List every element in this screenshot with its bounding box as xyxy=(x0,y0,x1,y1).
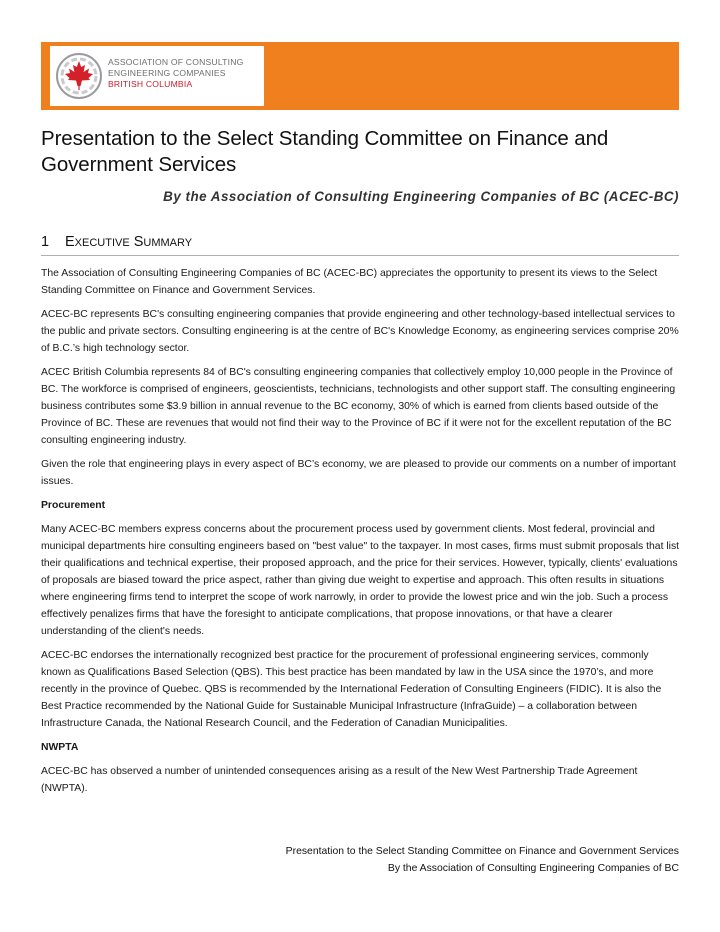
maple-leaf-logo-icon xyxy=(55,52,103,100)
header-banner xyxy=(41,42,679,110)
document-title xyxy=(41,126,691,178)
section-title-initial-e: E xyxy=(65,234,75,250)
footer-line-2: By the Association of Consulting Engineering Companies of BC xyxy=(387,863,679,874)
heading-nwpta: NWPTA xyxy=(41,742,79,753)
section-number: 1 xyxy=(41,234,50,250)
document-title-line-2: Government Services xyxy=(41,153,237,176)
page-footer xyxy=(41,843,679,877)
document-body xyxy=(41,265,681,804)
paragraph-role: Given the role that engineering plays in every aspect of BC’s economy, we are pleased to provide our comments on a number of important issues. xyxy=(41,459,676,487)
paragraph-intro: The Association of Consulting Engineering Companies of BC (ACEC-BC) appreciates the opportunity to present its views to the Select Standing Committee on Finance and Government Services. xyxy=(41,268,658,296)
paragraph-representation: ACEC-BC represents BC's consulting engineering companies that provide engineering and other technology-based intellectual services to the public and private sectors. Consulting engineering is at the centre of BC's Knowledge Economy, as engineering services comprise 20% of B.C.’s high technology sector. xyxy=(41,309,679,354)
section-heading xyxy=(41,234,679,256)
paragraph-procurement-1: Many ACEC-BC members express concerns about the procurement process used by government clients. Most federal, provincial and municipal departments hire consulting engineers based on "best value" to the taxpayer. In most cases, firms must submit proposals that list their qualifications and technical expertise, their proposed approach, and the price for their services. However, typically, clients' evaluations of proposals are biased toward the price aspect, rather than giving due weight to expertise and approach. This often results in situations where engineering firms tend to interpret the scope of work narrowly, in order to provide the lowest price and win the job. Such a process effectively penalizes firms that have the foresight to anticipate complications, that propose innovations, or that have a clearer understanding of the client's needs. xyxy=(41,524,680,637)
document-title-line-1: Presentation to the Select Standing Committee on Finance and xyxy=(41,127,609,150)
section-title-rest-e: XECUTIVE xyxy=(74,237,130,249)
footer-line-1: Presentation to the Select Standing Committee on Finance and Government Services xyxy=(285,846,679,857)
document-subtitle: By the Association of Consulting Engineering Companies of BC (ACEC-BC) xyxy=(163,189,679,204)
section-title-initial-s: S xyxy=(133,234,144,250)
paragraph-workforce: ACEC British Columbia represents 84 of BC's consulting engineering companies that collectively employ 10,000 people in the Province of BC. The workforce is comprised of engineers, geoscientists, technicians, technologists and other support staff. The consulting engineering business contributes some $3.9 billion in annual revenue to the BC economy, 30% of which is earned from clients based outside of the Province of BC. These are revenues that would not find their way to the Province of BC if it were not for the excellent reputation of the BC consulting engineering industry. xyxy=(41,367,676,446)
paragraph-procurement-2: ACEC-BC endorses the internationally recognized best practice for the procurement of professional engineering services, commonly known as Qualifications Based Selection (QBS). This best practice has been mandated by law in the USA since the 1970’s, and more recently in the province of Quebec. QBS is recommended by the International Federation of Consulting Engineers (FIDIC). It is also the Best Practice recommended by the National Guide for Sustainable Municipal Infrastructure (InfraGuide) – a collaboration between Infrastructure Canada, the National Research Council, and the Federation of Canadian Municipalities. xyxy=(41,650,662,729)
logo-line-3: BRITISH COLUMBIA xyxy=(108,79,193,89)
paragraph-nwpta: ACEC-BC has observed a number of unintended consequences arising as a result of the New West Partnership Trade Agreement (NWPTA). xyxy=(41,766,638,794)
acec-bc-logo xyxy=(50,46,264,106)
section-title-rest-s: UMMARY xyxy=(143,237,193,249)
logo-line-1: ASSOCIATION OF CONSULTING xyxy=(108,57,244,67)
logo-line-2: ENGINEERING COMPANIES xyxy=(108,68,226,78)
heading-procurement: Procurement xyxy=(41,500,106,511)
